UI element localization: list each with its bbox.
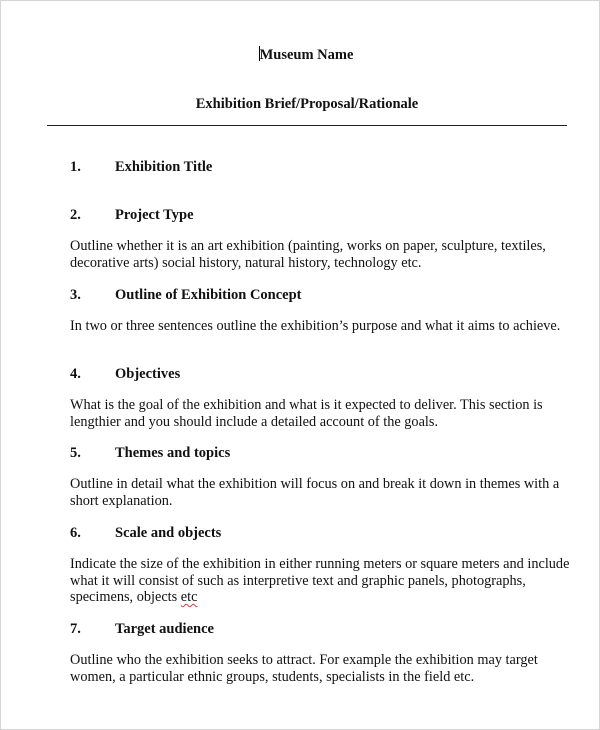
section-number: 6. (70, 525, 81, 541)
spellcheck-flagged-word[interactable]: etc (180, 589, 198, 605)
section-body (70, 556, 572, 606)
section-number: 3. (70, 287, 81, 303)
section-body: Outline whether it is an art exhibition (painting, works on paper, sculpture, textiles, decorative arts) social history, natural history, technology etc. (70, 238, 546, 271)
section-body-text: Indicate the size of the exhibition in either running meters or square meters and include what it will consist of such as interpretive text and graphic panels, photographs, specimens, objects (70, 556, 570, 605)
section-body: In two or three sentences outline the exhibition’s purpose and what it aims to achieve. (70, 318, 561, 334)
section-number: 2. (70, 207, 81, 223)
section-number: 5. (70, 445, 81, 461)
section-number: 7. (70, 621, 81, 637)
section-body: Outline in detail what the exhibition will focus on and break it down in themes with a short explanation. (70, 476, 560, 509)
section-exhibition-title (70, 158, 570, 176)
section-title: Outline of Exhibition Concept (115, 287, 302, 303)
section-heading (70, 444, 570, 462)
section-number: 4. (70, 366, 81, 382)
section-heading (70, 620, 570, 638)
section-title: Project Type (115, 207, 194, 223)
header-divider (47, 125, 567, 126)
section-exhibition-concept (70, 286, 570, 335)
section-project-type (70, 206, 570, 271)
section-body: Outline who the exhibition seeks to attract. For example the exhibition may target women, a particular ethnic groups, students, specialists in the field etc. (70, 652, 538, 685)
section-number: 1. (70, 159, 81, 175)
page-subtitle: Exhibition Brief/Proposal/Rationale (195, 96, 419, 112)
page-title (1, 46, 600, 64)
section-heading (70, 365, 570, 383)
section-title: Themes and topics (115, 445, 231, 461)
section-objectives (70, 365, 570, 430)
section-body: What is the goal of the exhibition and what is it expected to deliver. This section is lengthier and you should include a detailed account of the goals. (70, 397, 543, 430)
section-heading (70, 286, 570, 304)
section-title: Target audience (115, 621, 214, 637)
section-heading (70, 206, 570, 224)
section-themes-topics (70, 444, 570, 509)
section-title: Exhibition Title (115, 159, 213, 175)
section-scale-objects (70, 524, 570, 606)
section-target-audience (70, 620, 570, 685)
section-heading (70, 158, 570, 176)
section-title: Scale and objects (115, 525, 222, 541)
section-title: Objectives (115, 366, 181, 382)
section-heading (70, 524, 570, 542)
museum-name: Museum Name (259, 47, 354, 63)
